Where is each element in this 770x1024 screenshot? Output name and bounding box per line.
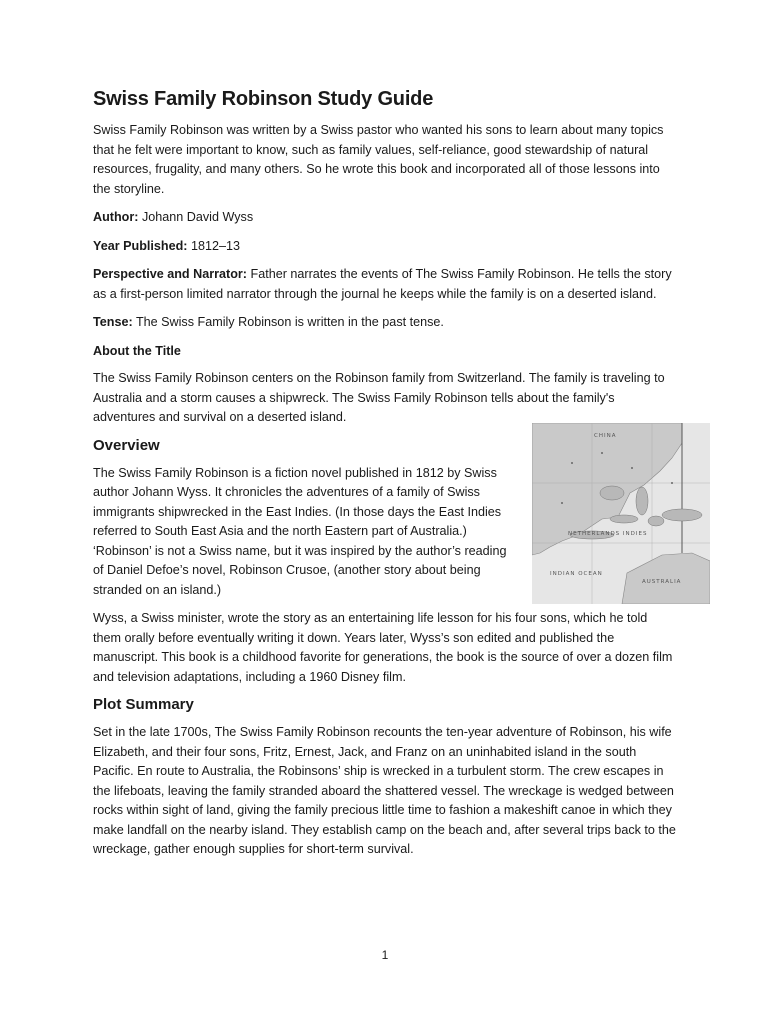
map-label-australia: AUSTRALIA [642,578,682,585]
map-image [532,423,710,604]
year-line [93,237,678,257]
map-label-indies: NETHERLANDS INDIES [568,530,648,537]
overview-paragraph-2: Wyss, a Swiss minister, wrote the story as an entertaining life lesson for his four sons, which he told them orally before eventually writing it down. Years later, Wyss’s son edited and published the manuscript. This book is a childhood favorite for generations, the book is the source of over a dozen film and television adaptations, including a 1960 Disney film. [93,611,673,684]
map-label-ocean: INDIAN OCEAN [550,570,603,577]
document-page [93,88,682,869]
about-title-heading: About the Title [93,343,181,358]
tense-value: The Swiss Family Robinson is written in the past tense. [132,315,444,329]
plot-paragraph: Set in the late 1700s, The Swiss Family Robinson recounts the ten-year adventure of Robinson, his wife Elizabeth, and their four sons, Fritz, Ernest, Jack, and Franz on an uninhabited island in the south Pacific. En route to Australia, the Robinsons’ ship is wrecked in a turbulent storm. The crew escapes in the lifeboats, leaving the family stranded aboard the shattered vessel. The wreckage is wedged between rocks within sight of land, giving the family precious little time to fashion a makeshift canoe in which they make landfall on the nearby island. They establish camp on the beach and, after several trips back to the wreckage, gather enough supplies for short-term survival. [93,725,676,856]
year-value: 1812–13 [187,238,241,253]
perspective-value: Father narrates the events of The Swiss Family Robinson. He tells the story as a first-person limited narrator through the journal he keeps while the family is on a deserted island. [93,267,672,301]
intro-paragraph: Swiss Family Robinson was written by a Swiss pastor who wanted his sons to learn about many topics that he felt were important to know, such as family values, self-reliance, good stewardship of natural resources, frugality, and many others. So he wrote this book and incorporated all of those lessons into the storyline. [93,123,664,196]
map-label-china: CHINA [594,432,617,439]
author-line [93,208,678,228]
author-label: Author: [93,210,139,224]
perspective-line [93,265,678,304]
author-value: Johann David Wyss [138,210,254,224]
year-label: Year Published: [93,238,188,253]
page-title: Swiss Family Robinson Study Guide [93,88,434,110]
tense-label: Tense: [93,315,133,329]
about-title-paragraph: The Swiss Family Robinson centers on the Robinson family from Switzerland. The family is traveling to Australia and a storm causes a shipwreck. The Swiss Family Robinson tells about the family's adventures and survival on a deserted island. [93,371,665,424]
overview-section [93,432,682,601]
tense-line [93,313,678,333]
plot-heading: Plot Summary [93,696,194,713]
overview-paragraph-1: The Swiss Family Robinson is a fiction novel published in 1812 by Swiss author Johann Wyss. It chronicles the adventures of a family of Swiss immigrants shipwrecked in the East Indies. (In those days the East Indies referred to South East Asia and the north Eastern part of Australia.) ‘Robinson’ is not a Swiss name, but it was inspired by the author’s reading of Daniel Defoe’s novel, Robinson Crusoe, (another story about being stranded on an island.) [93,465,507,597]
perspective-label: Perspective and Narrator: [93,267,247,281]
overview-heading: Overview [93,436,160,454]
page-number: 1 [381,948,389,962]
